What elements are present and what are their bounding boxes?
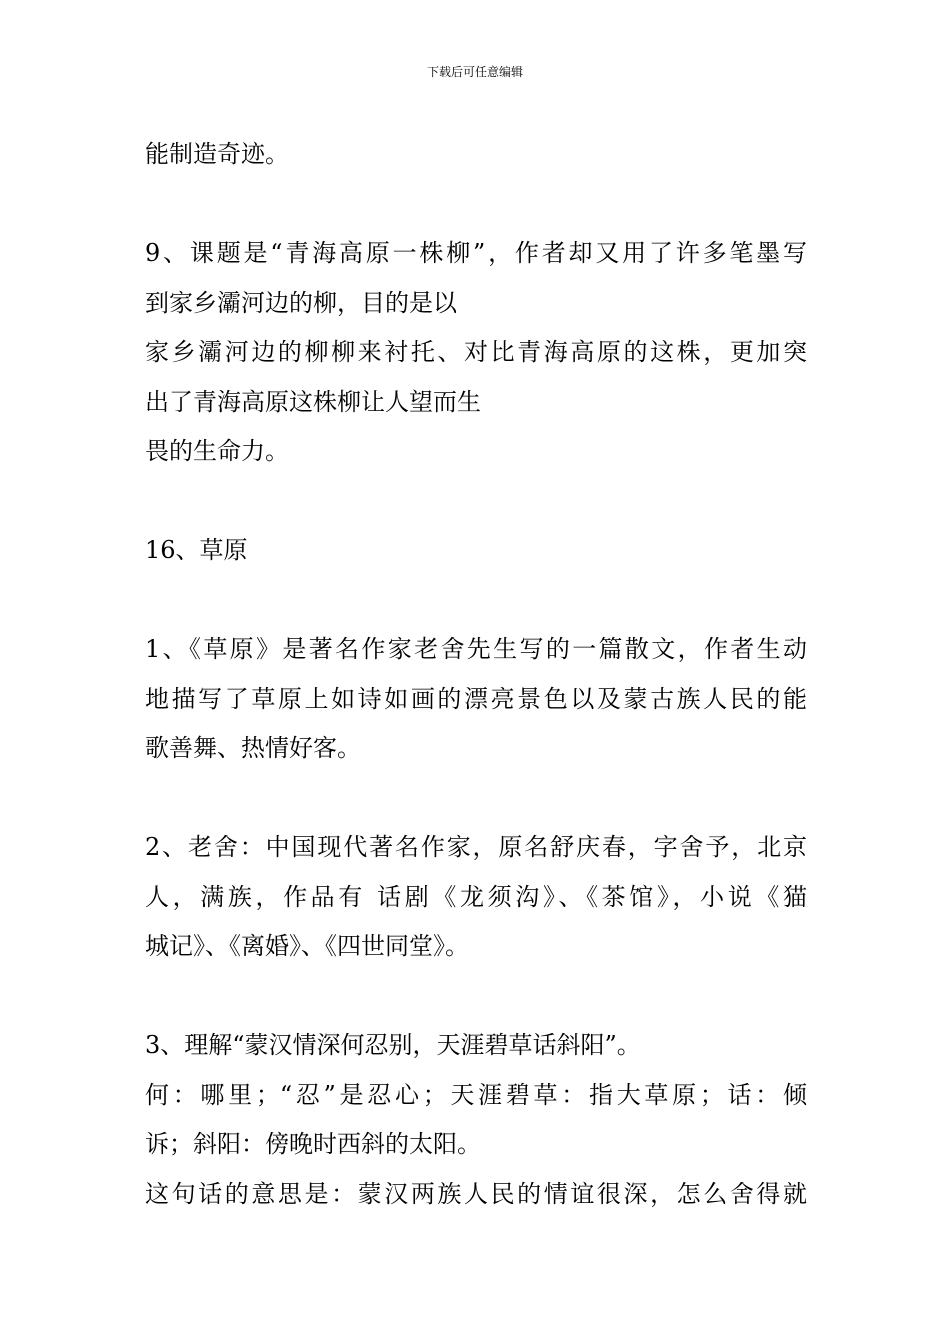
text-line: 1、《草原》是著名作家老舍先生写的一篇散文，作者生动 [145, 635, 807, 663]
paragraph-gap [145, 576, 807, 626]
text-line: 畏的生命力。 [145, 437, 289, 465]
text-line: 诉；斜阳：傍晚时西斜的太阳。 [145, 1130, 481, 1158]
text-line: 地描写了草原上如诗如画的漂亮景色以及蒙古族人民的能 [145, 684, 807, 713]
text-line: 到家乡灞河边的柳，目的是以 [145, 288, 457, 317]
text-line: 9、课题是“青海高原一株柳”，作者却又用了许多笔墨写 [145, 239, 807, 267]
text-line: 家乡灞河边的柳柳来衬托、对比青海高原的这株，更加突 [145, 338, 807, 366]
text-line: 16、草原 [145, 536, 248, 564]
paragraph-gap [145, 180, 807, 230]
text-line: 这句话的意思是：蒙汉两族人民的情谊很深，怎么舍得就 [145, 1179, 807, 1208]
text-line: 人，满族，作品有 话剧《龙须沟》、《茶馆》，小说《猫 [145, 882, 807, 911]
text-line: 出了青海高原这株柳让人望而生 [145, 387, 481, 416]
text-line: 能制造奇迹。 [145, 140, 289, 168]
text-line: 2、老舍：中国现代著名作家，原名舒庆春，字舍予，北京 [145, 833, 807, 861]
paragraph-gap [145, 477, 807, 527]
paragraph-gap [145, 972, 807, 1022]
page-header: 下载后可任意编辑 [426, 65, 523, 79]
text-line: 3、理解“蒙汉情深何忍别，天涯碧草话斜阳”。 [145, 1031, 641, 1059]
paragraph-gap [145, 774, 807, 824]
text-line: 何：哪里；“忍”是忍心；天涯碧草：指大草原；话：倾 [145, 1080, 807, 1109]
text-line: 歌善舞、热情好客。 [145, 734, 361, 762]
document-body [145, 130, 807, 1219]
text-line: 城记》、《离婚》、《四世同堂》。 [145, 932, 469, 960]
